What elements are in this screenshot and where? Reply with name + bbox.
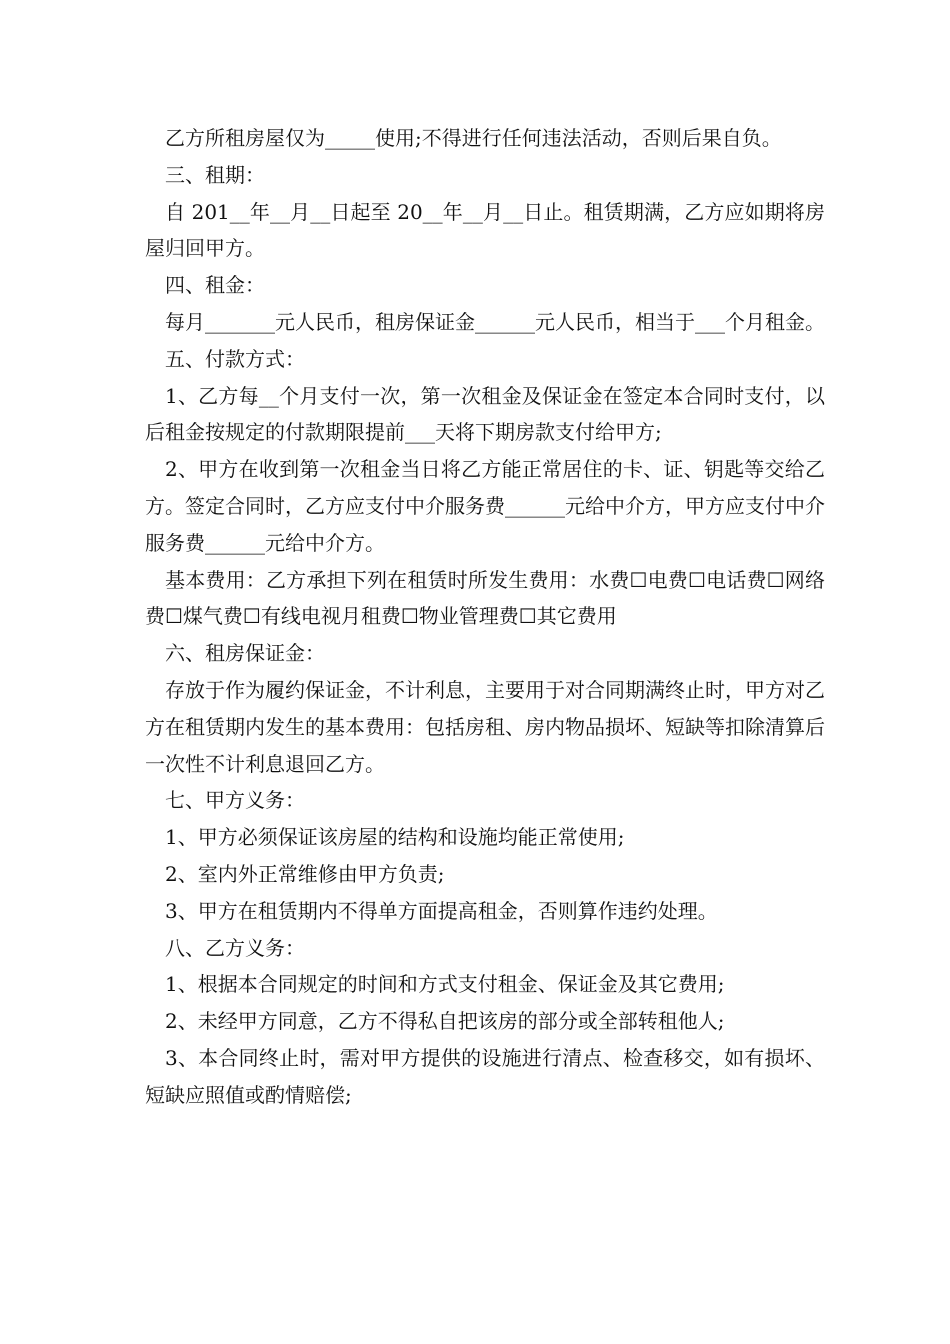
paragraph-deposit: 存放于作为履约保证金，不计利息，主要用于对合同期满终止时，甲方对乙方在租赁期内发生的基本费用：包括房租、房内物品损坏、短缺等扣除清算后一次性不计利息退回乙方。: [145, 677, 825, 776]
document-page: [145, 120, 825, 1114]
paragraph-party-a-2: 2、室内外正常维修由甲方负责;: [165, 861, 445, 886]
heading-lease-term: 三、租期：: [165, 162, 265, 187]
paragraph-party-b-3: 3、本合同终止时，需对甲方提供的设施进行清点、检查移交，如有损坏、短缺应照值或酌情赔偿;: [145, 1045, 825, 1107]
paragraph-usage-clause: 乙方所租房屋仅为_____使用;不得进行任何违法活动，否则后果自负。: [165, 126, 782, 150]
heading-party-b-obligations: 八、乙方义务：: [165, 935, 305, 960]
paragraph-payment-2: 2、甲方在收到第一次租金当日将乙方能正常居住的卡、证、钥匙等交给乙方。签定合同时，乙方应支付中介服务费______元给中介方，甲方应支付中介服务费______元给中介方。: [145, 457, 825, 555]
paragraph-basic-fees: 基本费用：乙方承担下列在租赁时所发生费用：水费☐电费☐电话费☐网络费☐煤气费☐有线电视月租费☐物业管理费☐其它费用: [145, 567, 825, 629]
heading-payment-method: 五、付款方式：: [165, 346, 305, 371]
paragraph-party-b-1: 1、根据本合同规定的时间和方式支付租金、保证金及其它费用;: [165, 972, 725, 997]
heading-deposit: 六、租房保证金：: [165, 641, 325, 666]
paragraph-party-b-2: 2、未经甲方同意，乙方不得私自把该房的部分或全部转租他人;: [165, 1009, 725, 1034]
paragraph-payment-1: 1、乙方每__个月支付一次，第一次租金及保证金在签定本合同时支付，以后租金按规定的付款期限提前___天将下期房款支付给甲方;: [145, 383, 825, 445]
heading-party-a-obligations: 七、甲方义务：: [165, 788, 305, 813]
paragraph-party-a-1: 1、甲方必须保证该房屋的结构和设施均能正常使用;: [165, 825, 625, 850]
paragraph-lease-term: 自 201__年__月__日起至 20__年__月__日止。租赁期满，乙方应如期将房屋归回甲方。: [145, 199, 825, 261]
paragraph-party-a-3: 3、甲方在租赁期内不得单方面提高租金，否则算作违约处理。: [165, 898, 718, 923]
heading-rent: 四、租金：: [165, 273, 265, 298]
paragraph-rent: 每月_______元人民币，租房保证金______元人民币，相当于___个月租金。: [165, 309, 825, 334]
